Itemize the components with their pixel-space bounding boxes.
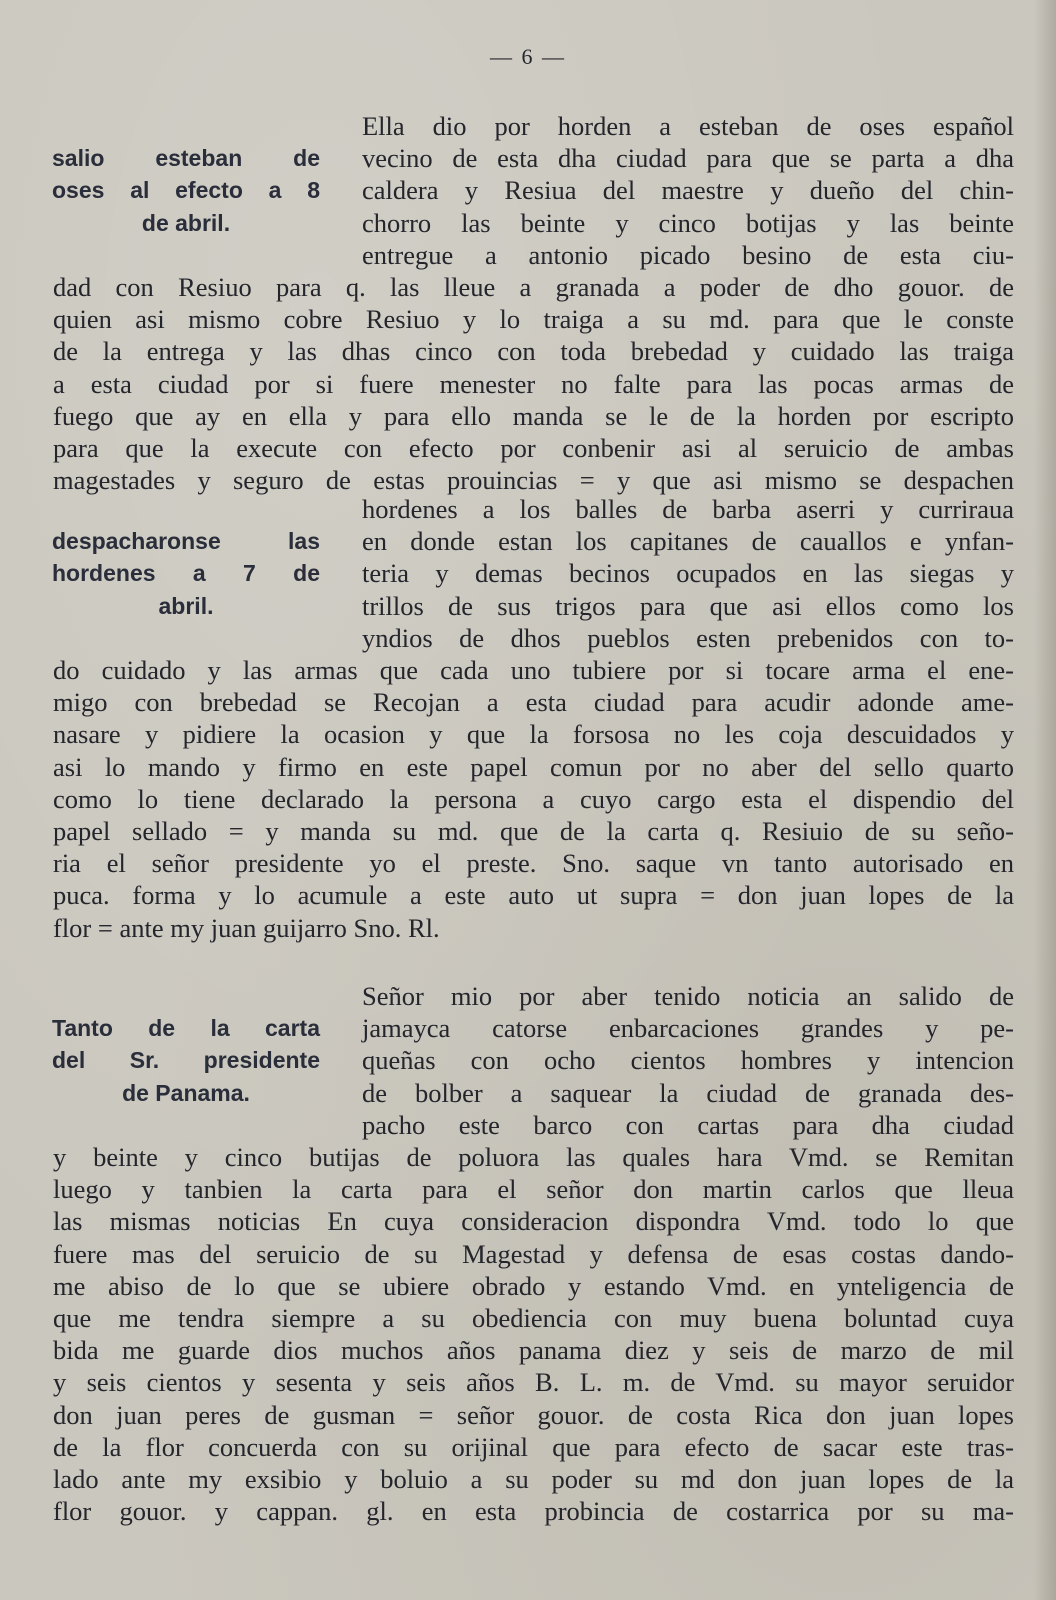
text-line: luego y tanbien la carta para el señor don martin carlos que lleua [53, 1174, 1014, 1205]
text-line: magestades y seguro de estas prouincias = y que asi mismo se despachen [53, 465, 1014, 496]
text-line-indented: yndios de dhos pueblos esten prebenidos con to- [362, 622, 1014, 653]
margin-note-line: de Panama. [122, 1079, 250, 1106]
text-line-indented: entregue a antonio picado besino de esta ciu- [362, 239, 1014, 270]
text-line-indented: en donde estan los capitanes de cauallos e ynfan- [362, 526, 1014, 557]
text-line: bida me guarde dios muchos años panama diez y seis de marzo de mil [53, 1335, 1014, 1366]
text-line-indented: hordenes a los balles de barba aserri y curriraua [362, 494, 1014, 524]
text-line: quien asi mismo cobre Resiuo y lo traiga a su md. para que le conste [53, 304, 1014, 335]
text-line-indented: vecino de esta dha ciudad para que se parta a dha [362, 143, 1014, 174]
margin-note-line: salio esteban de [52, 145, 320, 172]
text-line: lado ante my exsibio y boluio a su poder su md don juan lopes de la [53, 1464, 1014, 1494]
text-line: a esta ciudad por si fuere menester no falte para las pocas armas de [53, 368, 1014, 399]
text-line: de la flor concuerda con su orijinal que para efecto de sacar este tras- [53, 1431, 1014, 1462]
margin-note-line: de abril. [141, 209, 231, 236]
text-line: ria el señor presidente yo el preste. Sno. saque vn tanto autorisado en [53, 848, 1014, 879]
text-line: me abiso de lo que se ubiere obrado y estando Vmd. en ynteligencia de [53, 1270, 1014, 1301]
text-line-indented: Señor mio por aber tenido noticia an salido de [362, 981, 1014, 1011]
margin-note-line: oses al efecto a 8 [52, 177, 320, 204]
text-line: las mismas noticias En cuya consideracion dispondra Vmd. todo lo que [53, 1206, 1014, 1237]
text-line-indented: de bolber a saquear la ciudad de granada des- [362, 1077, 1014, 1108]
text-line-indented: caldera y Resiua del maestre y dueño del chin- [362, 175, 1014, 206]
page-number: — 6 — [490, 44, 566, 69]
text-line: papel sellado = y manda su md. que de la carta q. Resiuio de su seño- [53, 816, 1014, 846]
text-line: migo con brebedad se Recojan a esta ciudad para acudir adonde ame- [53, 687, 1014, 718]
text-line: y beinte y cinco butijas de poluora las quales hara Vmd. se Remitan [53, 1142, 1014, 1172]
text-line: como lo tiene declarado la persona a cuyo cargo esta el dispendio del [53, 783, 1014, 814]
text-line: dad con Resiuo para q. las lleue a granada a poder de dho gouor. de [53, 272, 1014, 302]
text-line: don juan peres de gusman = señor gouor. de costa Rica don juan lopes [53, 1399, 1014, 1430]
text-line: nasare y pidiere la ocasion y que la forsosa no les coja descuidados y [53, 719, 1014, 750]
text-line: puca. forma y lo acumule a este auto ut supra = don juan lopes de la [53, 880, 1014, 911]
text-line: fuere mas del seruicio de su Magestad y defensa de esas costas dando- [53, 1238, 1014, 1269]
text-line: do cuidado y las armas que cada uno tubiere por si tocare arma el ene- [53, 655, 1014, 685]
text-line-indented: Ella dio por horden a esteban de oses español [362, 111, 1014, 141]
margin-note-line: despacharonse las [52, 528, 320, 555]
text-line: fuego que ay en ella y para ello manda se le de la horden por escripto [53, 400, 1014, 431]
margin-note-line: abril. [158, 592, 214, 619]
margin-note-line: Tanto de la carta [52, 1015, 320, 1042]
text-line-indented: chorro las beinte y cinco botijas y las beinte [362, 207, 1014, 238]
margin-note-line: hordenes a 7 de [52, 560, 320, 587]
text-line: de la entrega y las dhas cinco con toda brebedad y cuidado las traiga [53, 336, 1014, 367]
text-line: flor = ante my juan guijarro Sno. Rl. [53, 912, 440, 943]
text-line: para que la execute con efecto por conbenir asi al seruicio de ambas [53, 433, 1014, 463]
margin-note-line: del Sr. presidente [52, 1047, 320, 1074]
text-line: flor gouor. y cappan. gl. en esta probincia de costarrica por su ma- [53, 1496, 1014, 1527]
text-line: asi lo mando y firmo en este papel comun por no aber del sello quarto [53, 751, 1014, 782]
text-line-indented: teria y demas becinos ocupados en las siegas y [362, 558, 1014, 589]
text-line: y seis cientos y sesenta y seis años B. L. m. de Vmd. su mayor seruidor [53, 1367, 1014, 1398]
text-line-indented: trillos de sus trigos para que asi ellos como los [362, 590, 1014, 621]
text-line-indented: pacho este barco con cartas para dha ciudad [362, 1109, 1014, 1140]
text-line: que me tendra siempre a su obediencia con muy buena boluntad cuya [53, 1303, 1014, 1333]
page-edge-shadow [1034, 0, 1056, 1600]
text-line-indented: jamayca catorse enbarcaciones grandes y pe- [362, 1013, 1014, 1044]
text-line-indented: queñas con ocho cientos hombres y intencion [362, 1045, 1014, 1076]
